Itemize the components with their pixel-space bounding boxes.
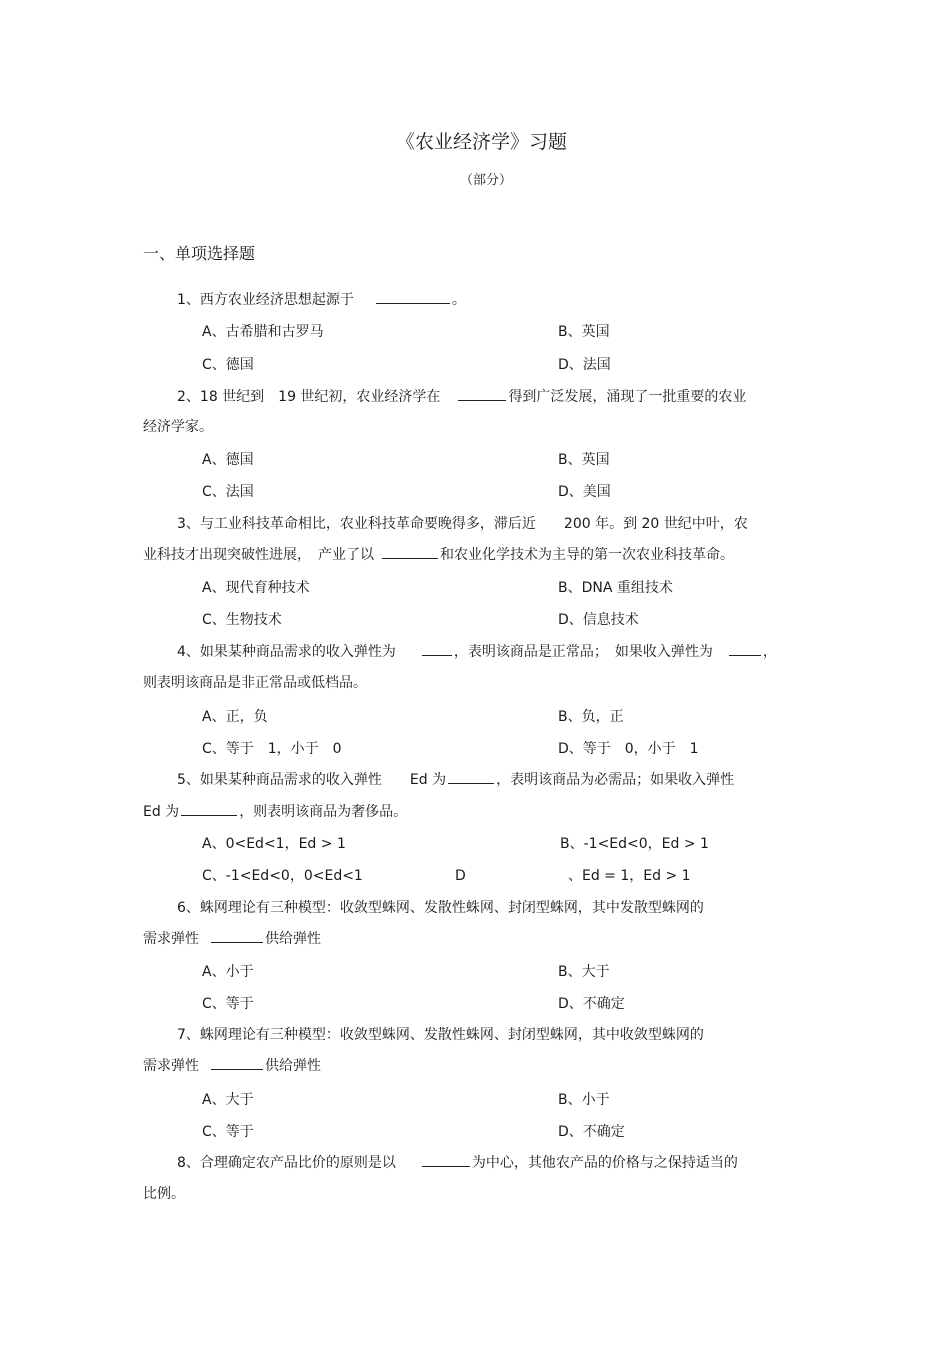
option-d-letter: D: [455, 868, 466, 884]
question-4-pre: 4、如果某种商品需求的收入弹性为: [177, 644, 396, 660]
question-3-line2-post: 和农业化学技术为主导的第一次农业科技革命。: [440, 547, 734, 563]
document-subtitle: （部分）: [460, 173, 513, 188]
answer-blank: [211, 1057, 263, 1070]
answer-blank: [448, 771, 494, 784]
question-8-line2: 比例。: [143, 1186, 185, 1202]
question-3: 3、与工业科技革命相比，农业科技革命要晚得多，滞后近 200 年。到 20 世纪中叶，农: [177, 516, 748, 532]
option-b: B、DNA 重组技术: [558, 580, 673, 596]
question-6: 6、蛛网理论有三种模型：收敛型蛛网、发散性蛛网、封闭型蛛网，其中发散型蛛网的: [177, 900, 704, 916]
option-a: A、德国: [202, 452, 254, 468]
question-1: [177, 291, 466, 309]
question-5-post: ，表明该商品为必需品；如果收入弹性: [496, 772, 735, 788]
option-c: C、等于 1，小于 0: [202, 741, 342, 757]
question-2-post: 得到广泛发展，涌现了一批重要的农业: [508, 389, 747, 405]
option-a: A、正，负: [202, 709, 268, 725]
answer-blank: [382, 546, 438, 559]
option-a: A、0<Ed<1，Ed > 1: [202, 836, 346, 852]
option-a: A、现代育种技术: [202, 580, 310, 596]
option-a: A、大于: [202, 1092, 254, 1108]
question-8-pre: 8、合理确定农产品比价的原则是以: [177, 1155, 396, 1171]
option-a: A、古希腊和古罗马: [202, 324, 324, 340]
question-4-mid: ，表明该商品是正常品； 如果收入弹性为: [453, 644, 713, 660]
question-1-end: 。: [451, 292, 466, 308]
question-4-post: ，: [762, 644, 777, 660]
section-heading: 一、单项选择题: [143, 244, 256, 263]
question-4-line2: 则表明该商品是非正常品或低档品。: [143, 675, 367, 691]
question-7-line2-pre: 需求弹性: [143, 1058, 199, 1074]
question-3-line2: [143, 546, 734, 564]
question-7-line2: [143, 1057, 321, 1075]
option-d: 、Ed = 1，Ed > 1: [568, 868, 691, 884]
question-2-pre: 2、18 世纪到 19 世纪初，农业经济学在: [177, 389, 441, 405]
answer-blank: [729, 643, 761, 656]
option-b: B、负，正: [558, 709, 624, 725]
answer-blank: [422, 643, 452, 656]
option-d: D、不确定: [558, 1124, 625, 1140]
option-c: C、等于: [202, 996, 254, 1012]
answer-blank: [422, 1154, 470, 1167]
option-c: C、-1<Ed<0，0<Ed<1: [202, 868, 363, 884]
option-d: D、等于 0，小于 1: [558, 741, 699, 757]
question-5-pre: 5、如果某种商品需求的收入弹性 Ed 为: [177, 772, 447, 788]
option-d: D、不确定: [558, 996, 625, 1012]
option-d: D、美国: [558, 484, 611, 500]
question-7-line2-post: 供给弹性: [265, 1058, 321, 1074]
answer-blank: [376, 291, 450, 304]
question-2: [177, 388, 746, 406]
option-c: C、法国: [202, 484, 254, 500]
question-5-line2-pre: Ed 为: [143, 804, 180, 820]
answer-blank: [181, 803, 237, 816]
question-7: 7、蛛网理论有三种模型：收敛型蛛网、发散性蛛网、封闭型蛛网，其中收敛型蛛网的: [177, 1027, 704, 1043]
question-8-post: 为中心，其他农产品的价格与之保持适当的: [471, 1155, 738, 1171]
question-6-line2: [143, 930, 321, 948]
question-2-line2: 经济学家。: [143, 419, 213, 435]
option-b: B、英国: [558, 452, 610, 468]
option-b: B、英国: [558, 324, 610, 340]
option-b: B、小于: [558, 1092, 610, 1108]
option-b: B、大于: [558, 964, 610, 980]
option-d: D、法国: [558, 357, 611, 373]
answer-blank: [458, 388, 506, 401]
option-d: D、信息技术: [558, 612, 639, 628]
option-b: B、-1<Ed<0，Ed > 1: [560, 836, 709, 852]
option-c: C、德国: [202, 357, 254, 373]
document-title: 《农业经济学》习题: [396, 131, 568, 153]
option-a: A、小于: [202, 964, 254, 980]
answer-blank: [211, 930, 263, 943]
question-4: [177, 643, 777, 661]
question-5: [177, 771, 734, 789]
question-6-line2-pre: 需求弹性: [143, 931, 199, 947]
question-1-text: 1、西方农业经济思想起源于: [177, 292, 354, 308]
option-c: C、等于: [202, 1124, 254, 1140]
question-5-line2-post: ，则表明该商品为奢侈品。: [239, 804, 408, 820]
question-5-line2: [143, 803, 407, 821]
question-3-line2-pre: 业科技才出现突破性进展， 产业了以: [143, 547, 374, 563]
question-6-line2-post: 供给弹性: [265, 931, 321, 947]
option-c: C、生物技术: [202, 612, 282, 628]
question-8: [177, 1154, 738, 1172]
